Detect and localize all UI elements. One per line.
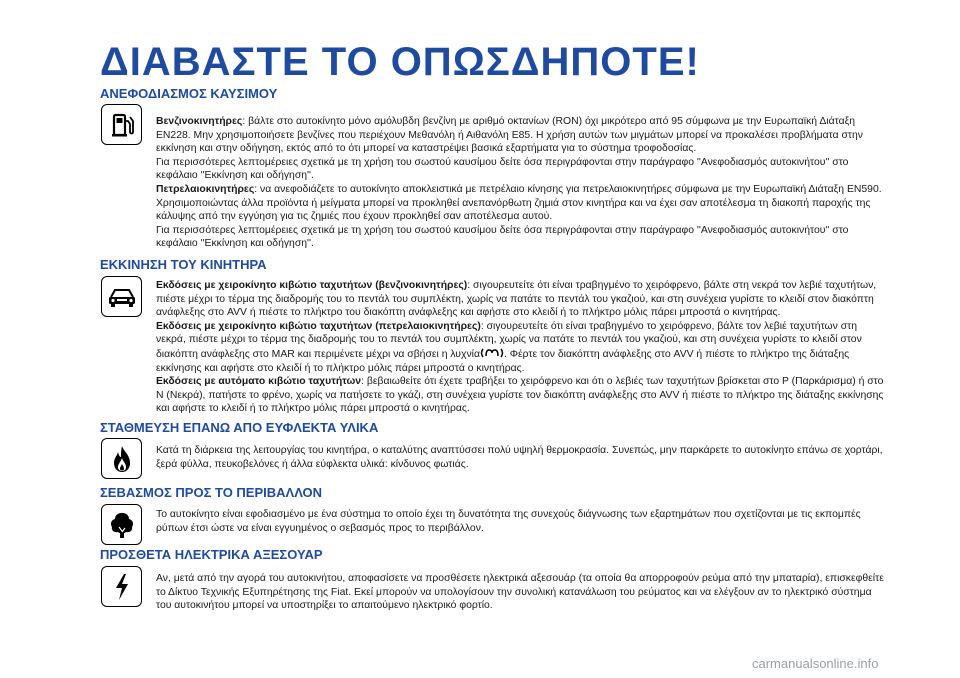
fire-icon [101, 438, 142, 479]
bold-term: Πετρελαιοκινητήρες [156, 183, 255, 195]
paragraph [156, 279, 886, 320]
paragraph [156, 444, 886, 471]
paragraph-text: : βεβαιωθείτε ότι έχετε τραβήξει το χειρόφρενο και ότι ο λεβιές των ταχυτήτων βρίσκεται στο P (Παρκάρισμα) ή στο N (Νεκρά), πατήστε το φρένο, χωρίς να πατήσετε το γκάζι, στη συνέχεια γυρίστε τον διακόπτη ανάφλεξης στο AVV ή πιέστε το πλήκτρο της διάταξης εκκίνησης και αφήστε το κλειδί ή το πλήκτρο μόλις πάρει μπροστά ο κινητήρας. [156, 376, 884, 415]
lightning-icon [101, 566, 142, 607]
watermark: carmanualsonline.info [752, 656, 879, 671]
paragraph-text: Για περισσότερες λεπτομέρειες σχετικά με τη χρήση του σωστού καυσίμου δείτε όσα περιγράφονται στην παράγραφο ''Ανεφοδιασμός αυτοκινήτου'' στο κεφάλαιο ''Εκκίνηση και οδήγηση''. [156, 156, 849, 182]
paragraph-text: : να ανεφοδιάζετε το αυτοκίνητο αποκλειστικά με πετρέλαιο κίνησης για πετρελαιοκινητήρες σύμφωνα με την Ευρωπαϊκή Διάταξη EN590. Χρησιμοποιώντας άλλα προϊόντα ή μείγματα μπορεί να προκληθεί ανεπανόρθωτη ζημιά στον κινητήρα και να έχει σαν αποτέλεσμα τη διακοπή παροχής της κάλυψης από την εγγύηση για τις ζημιές που έχουν προκληθεί σαν αποτέλεσμα αυτού. [156, 183, 882, 223]
paragraph-text: Το αυτοκίνητο είναι εφοδιασμένο με ένα σύστημα το οποίο έχει τη δυνατότητα της συνεχούς διάγνωσης των εξαρτημάτων που σχετίζονται με τις εκπομπές ρύπων έτσι ώστε να είναι εγγυημένος ο σεβασμός προς το περιβάλλον. [156, 509, 861, 534]
bold-term: Εκδόσεις με χειροκίνητο κιβώτιο ταχυτήτων (βενζινοκινητήρες) [156, 280, 468, 291]
page-title: ΔΙΑΒΑΣΤΕ ΤΟ ΟΠΩΣΔΗΠΟΤΕ! [100, 40, 700, 84]
paragraph [156, 320, 886, 375]
section-body-refueling [156, 115, 886, 251]
paragraph-text: Για περισσότερες λεπτομέρειες σχετικά με τη χρήση του σωστού καυσίμου δείτε όσα περιγράφονται στην παράγραφο ''Ανεφοδιασμός αυτοκινήτου'' στο κεφάλαιο ''Εκκίνηση και οδήγηση''. [156, 224, 849, 250]
paragraph [156, 508, 886, 535]
section-heading-environment: ΣΕΒΑΣΜΟΣ ΠΡΟΣ ΤΟ ΠΕΡΙΒΑΛΛΟΝ [100, 485, 323, 500]
paragraph-text: Κατά τη διάρκεια της λειτουργίας του κινητήρα, ο καταλύτης αναπτύσσει πολύ υψηλή θερμοκρασία. Συνεπώς, μην παρκάρετε το αυτοκίνητο επάνω σε χορτάρι, ξερά φύλλα, πευκοβελόνες ή άλλα εύφλεκτα υλικά: κίνδυνος φωτιάς. [156, 445, 883, 470]
paragraph [156, 183, 886, 224]
paragraph-text: . Φέρτε τον διακόπτη ανάφλεξης στο AVV ή πιέστε το πλήκτρο της διάταξης εκκίνησης και αφήστε στο κλειδί ή το πλήκτρο μόλις πάρει μπροστά ο κινητήρας. [156, 348, 850, 374]
paragraph-text: Αν, μετά από την αγορά του αυτοκινήτου, αποφασίσετε να προσθέσετε ηλεκτρικά αξεσουάρ (τα οποία θα απορροφούν ρεύμα από την μπαταρία), επισκεφθείτε το Δίκτυο Τεχνικής Εξυπηρέτησης της Fiat. Εκεί μπορούν να υπολογίσουν την συνολική κατανάλωση του ρεύματος και να ελέγξουν αν το ηλεκτρικό σύστημα του αυτοκινήτου μπορεί να υποστηρίξει το απαιτούμενο ηλεκτρικό φορτίο. [156, 573, 884, 612]
section-body-parking [156, 444, 886, 471]
section-body-engine-start [156, 279, 886, 416]
paragraph-text: : σιγουρευτείτε ότι είναι τραβηγμένο το χειρόφρενο, βάλτε τον λεβιέ ταχυτήτων στη νεκρά, πιέστε μέχρι το τέρμα της διαδρομής του το πεντάλ του συμπλέκτη, χωρίς να πατάτε το πεντάλ του γκαζιού, και στη συνέχεια γυρίστε το κλειδί στον διακόπτη ανάφλεξης στο MAR και περιμένετε μέχρι να σβήσει η λυχνία [156, 320, 862, 360]
section-heading-engine-start: ΕΚΚΙΝΗΣΗ ΤΟΥ ΚΙΝΗΤΗΡΑ [100, 257, 267, 272]
bold-term: Βενζινοκινητήρες [156, 116, 243, 127]
section-heading-parking: ΣΤΑΘΜΕΥΣΗ ΕΠΑΝΩ ΑΠΟ ΕΥΦΛΕΚΤΑ ΥΛΙΚΑ [100, 420, 379, 435]
section-heading-refueling: ΑΝΕΦΟΔΙΑΣΜΟΣ ΚΑΥΣΙΜΟΥ [100, 86, 278, 101]
section-heading-electrical: ΠΡΟΣΘΕΤΑ ΗΛΕΚΤΡΙΚΑ ΑΞΕΣΟΥΑΡ [100, 547, 323, 562]
car-icon [101, 276, 142, 317]
fuel-pump-icon [101, 104, 142, 145]
bold-term: Εκδόσεις με αυτόματο κιβώτιο ταχυτήτων [156, 376, 362, 388]
bold-term: Εκδόσεις με χειροκίνητο κιβώτιο ταχυτήτων (πετρελαιοκινητήρες) [156, 320, 481, 332]
paragraph-text: : σιγουρευτείτε ότι είναι τραβηγμένο το χειρόφρενο, βάλτε στη νεκρά τον λεβιέ ταχυτήτων, πιέστε μέχρι το τέρμα της διαδρομής του το πεντάλ του συμπλέκτη, χωρίς να πατάτε το πεντάλ του γκαζιού, και στη συνέχεια γυρίστε το κλειδί στον διακόπτη ανάφλεξης στο AVV ή πιέστε το πλήκτρο του διακόπτη ανάφλεξης και αφήστε στο κλειδί ή το πλήκτρο μόλις πάρει μπροστά ο κινητήρας. [156, 280, 877, 319]
paragraph [156, 375, 886, 416]
section-body-environment [156, 508, 886, 535]
paragraph [156, 572, 886, 613]
paragraph-text: : βάλτε στο αυτοκίνητο μόνο αμόλυβδη βενζίνη με αριθμό οκτανίων (RON) όχι μικρότερο από 95 σύμφωνα με την Ευρωπαϊκή Διάταξη EN228. Μην χρησιμοποιήσετε βενζίνες που περιέχουν Μεθανόλη ή Αιθανόλη E85. Η χρήση αυτών των μιγμάτων μπορεί να προκαλέσει προβλήματα στην εκκίνηση και στην οδήγηση, εκτός από το ότι μπορεί να καταστρέψει βασικά εξαρτήματα για το σύστημα τροφοδοσίας. [156, 116, 863, 155]
section-body-electrical [156, 572, 886, 613]
tree-icon [101, 504, 142, 545]
paragraph [156, 156, 886, 183]
paragraph [156, 224, 886, 251]
glow-plug-warning-icon [480, 347, 504, 359]
paragraph [156, 115, 886, 156]
